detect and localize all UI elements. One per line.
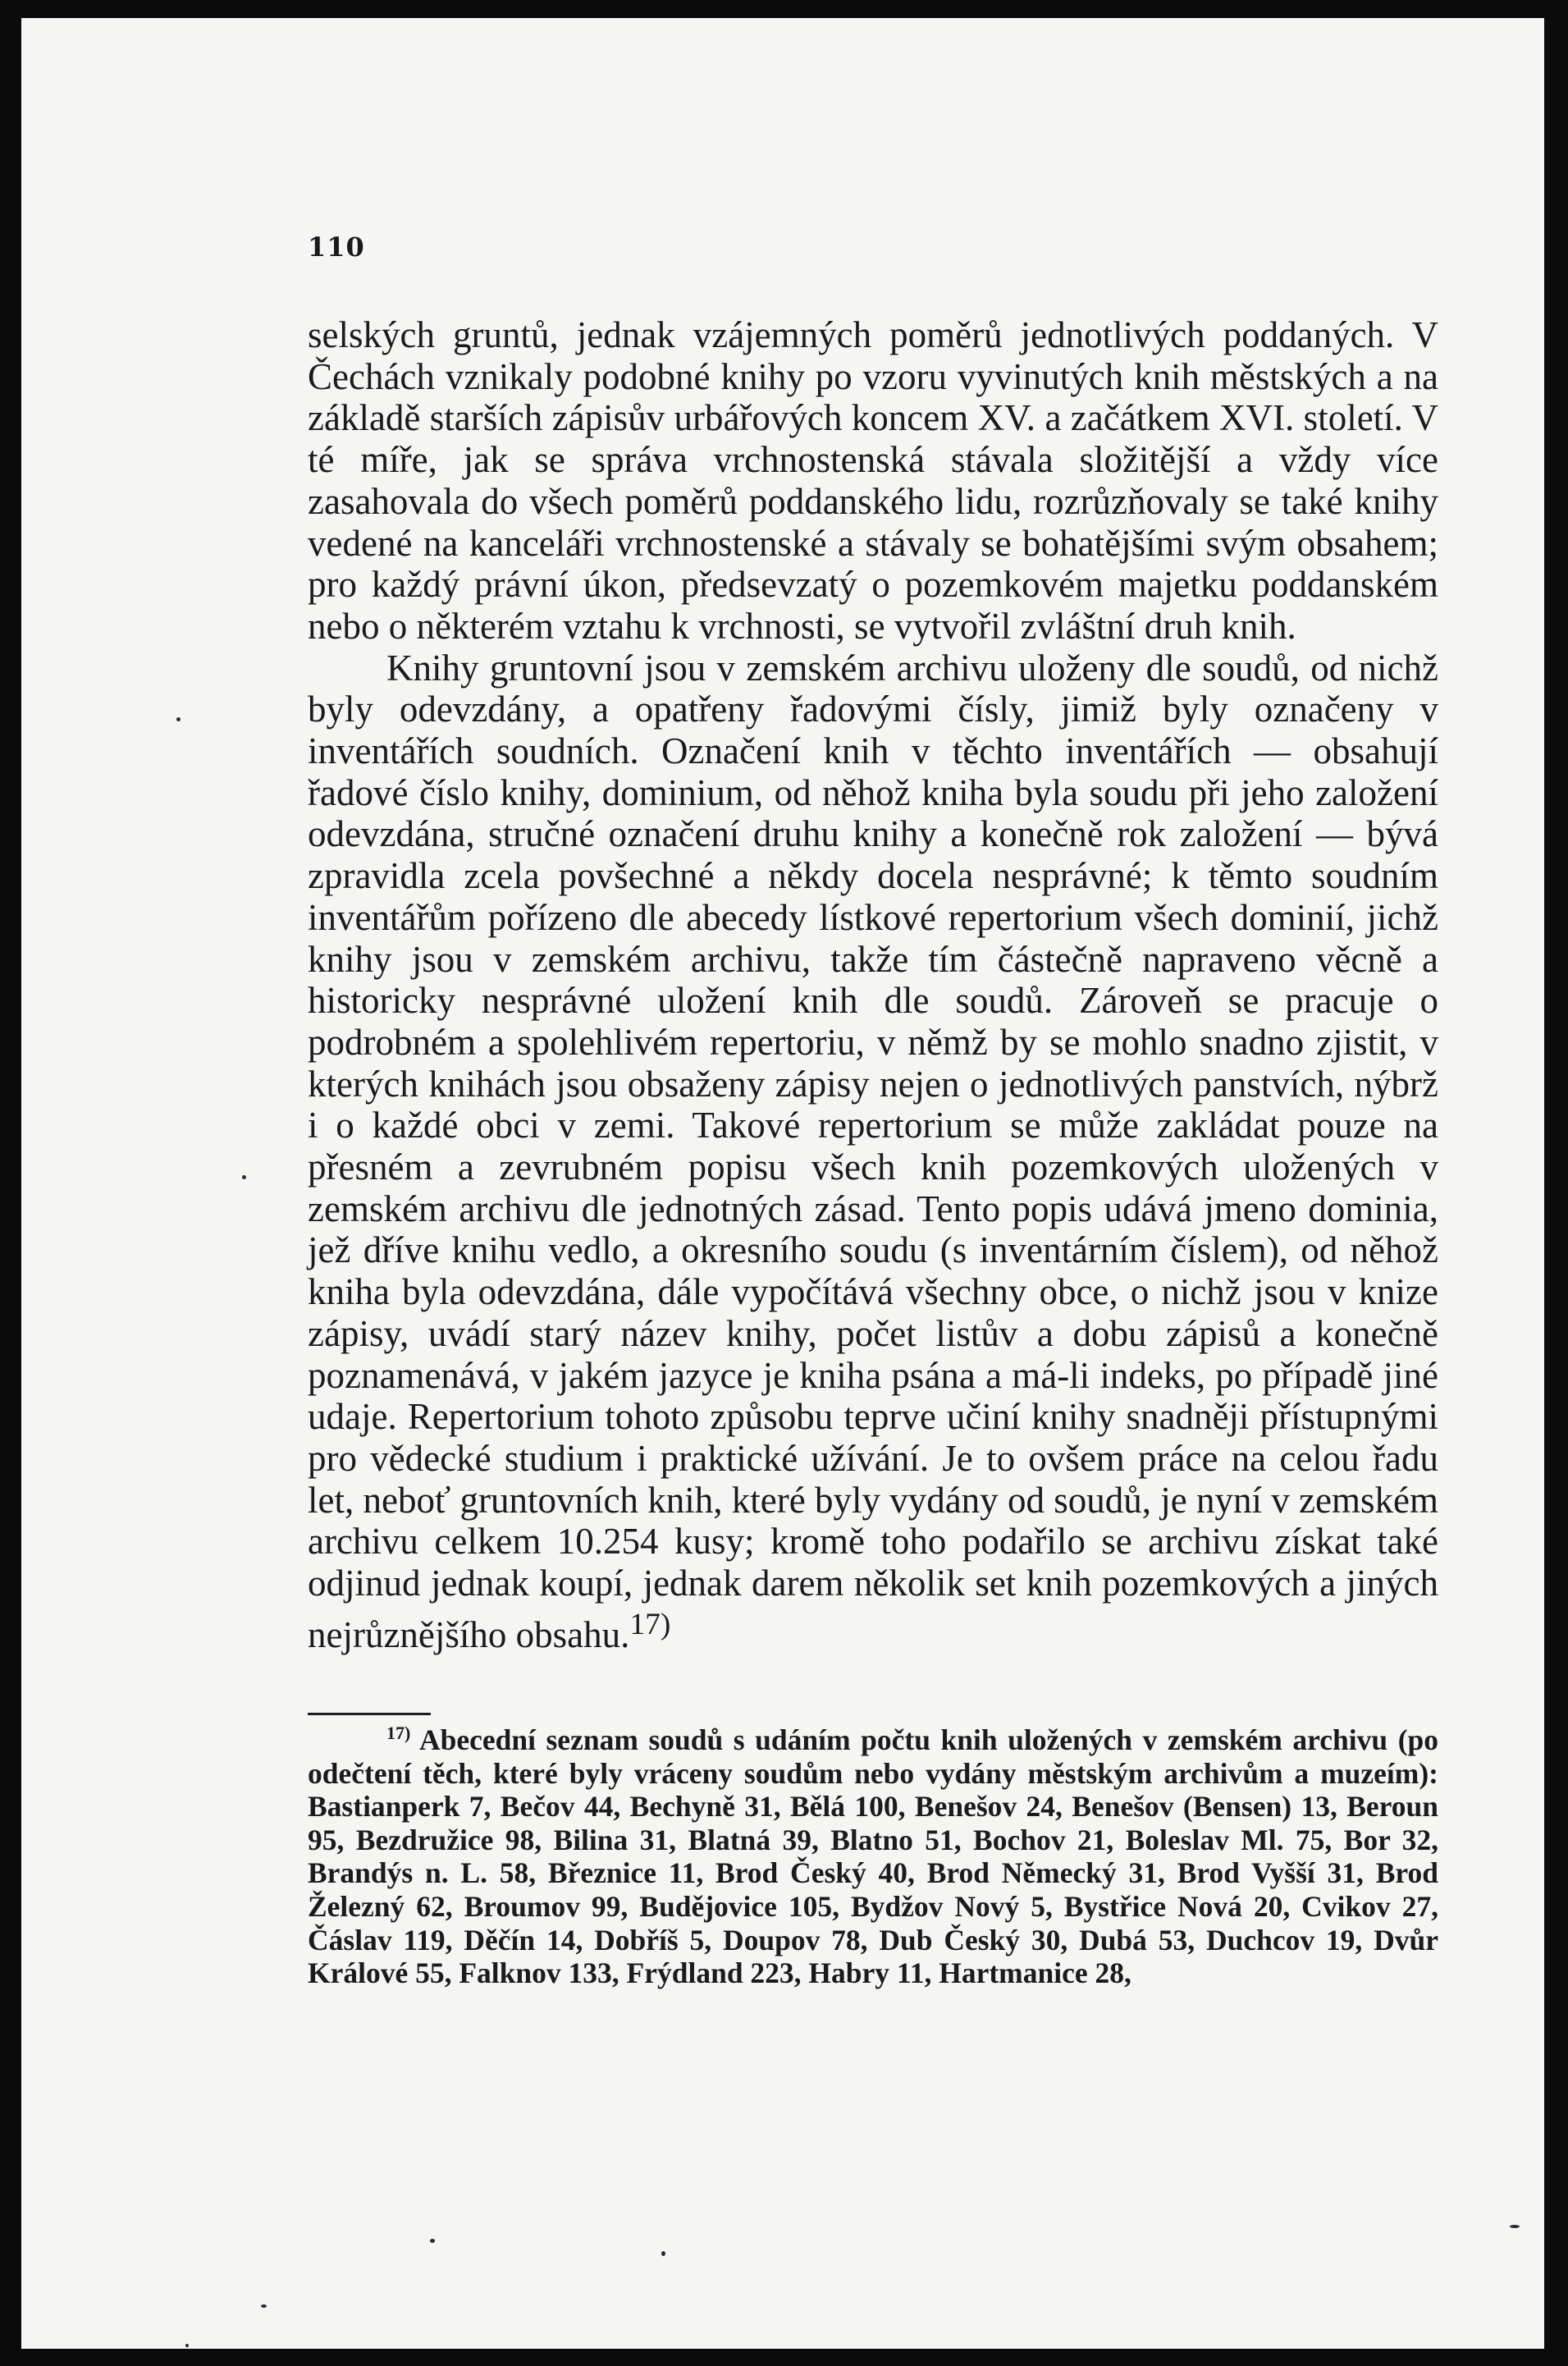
paragraph-2: [308, 648, 1438, 1656]
footnote-divider: [308, 1713, 431, 1715]
scan-speck: [430, 2239, 435, 2243]
scan-speck: [661, 2251, 665, 2256]
scan-speck: [1510, 2225, 1520, 2228]
paragraph-2-text: Knihy gruntovní jsou v zemském archivu uloženy dle soudů, od nichž byly odevzdány, a opatřeny řadovými čísly, jimiž byly označeny v inventářích soudních. Označení knih v těchto inventářích — obsahují řadové číslo knihy, dominium, od něhož kniha byla soudu při jeho založení odevzdána, stručné označení druhu knihy a konečně rok založení — bývá zpravidla zcela povšechné a někdy docela nesprávné; k těmto soudním inventářům pořízeno dle abecedy lístkové repertorium všech dominií, jichž knihy jsou v zemském archivu, takže tím částečně napraveno věcně a historicky nesprávné uložení knih dle soudů. Zároveň se pracuje o podrobném a spolehlivém repertoriu, v němž by se mohlo snadno zjistit, v kterých knihách jsou obsaženy zápisy nejen o jednotlivých panstvích, nýbrž i o každé obci v zemi. Takové repertorium se může zakládat pouze na přesném a zevrubném popisu všech knih pozemkových uložených v zemském archivu dle jednotných zásad. Tento popis udává jmeno dominia, jež dříve knihu vedlo, a okresního soudu (s inventárním číslem), od něhož kniha byla odevzdána, dále vypočítává všechny obce, o nichž jsou v knize zápisy, uvádí starý název knihy, počet listův a dobu zápisů a konečně poznamenává, v jakém jazyce je kniha psána a má-li indeks, po případě jiné udaje. Repertorium tohoto způsobu teprve učiní knihy snadněji přístupnými pro vědecké studium i praktické užívání. Je to ovšem práce na celou řadu let, neboť gruntovních knih, které byly vydány od soudů, je nyní v zemském archivu celkem 10.254 kusy; kromě toho podařilo se archivu získat také odjinud jednak koupí, jednak darem několik set knih pozemkových a jiných nejrůznějšího obsahu.: [308, 647, 1438, 1655]
footnote-text: Abecední seznam soudů s udáním počtu knih uložených v zemském archivu (po odečtení těch, které byly vráceny soudům nebo vydány městským archivům a muzeím): Bastianperk 7, Bečov 44, Bechyně 31, Bělá 100, Benešov 24, Benešov (Bensen) 13, Beroun 95, Bezdružice 98, Bilina 31, Blatná 39, Blatno 51, Bochov 21, Boleslav Ml. 75, Bor 32, Brandýs n. L. 58, Březnice 11, Brod Český 40, Brod Německý 31, Brod Vyšší 31, Brod Železný 62, Broumov 99, Budějovice 105, Bydžov Nový 5, Bystřice Nová 20, Cvikov 27, Čáslav 119, Děčín 14, Dobříš 5, Doupov 78, Dub Český 30, Dubá 53, Duchcov 19, Dvůr Králové 55, Falknov 133, Frýdland 223, Habry 11, Hartmanice 28,: [308, 1723, 1439, 1990]
footnote-reference: 17): [629, 1607, 671, 1641]
scan-speck: [176, 717, 181, 721]
scan-speck: [242, 1175, 246, 1179]
footnote-marker: 17): [386, 1723, 411, 1744]
page-number: 110: [308, 231, 365, 263]
footnote: [308, 1723, 1438, 1990]
scan-speck: [261, 2304, 267, 2308]
paragraph-1: selských gruntů, jednak vzájemných poměrů jednotlivých poddaných. V Čechách vznikaly podobné knihy po vzoru vyvinutých knih městských a na základě starších zápisův urbářových koncem XV. a začátkem XVI. století. V té míře, jak se správa vrchnostenská stávala složitější a vždy více zasahovala do všech poměrů poddanského lidu, rozrůzňovaly se také knihy vedené na kanceláři vrchnostenské a stávaly se bohatějšími svým obsahem; pro každý právní úkon, předsevzatý o pozemkovém majetku poddanském nebo o některém vztahu k vrchnosti, se vytvořil zvláštní druh knih.: [308, 314, 1438, 647]
scan-speck: [185, 2344, 189, 2347]
main-text: [308, 314, 1438, 1656]
